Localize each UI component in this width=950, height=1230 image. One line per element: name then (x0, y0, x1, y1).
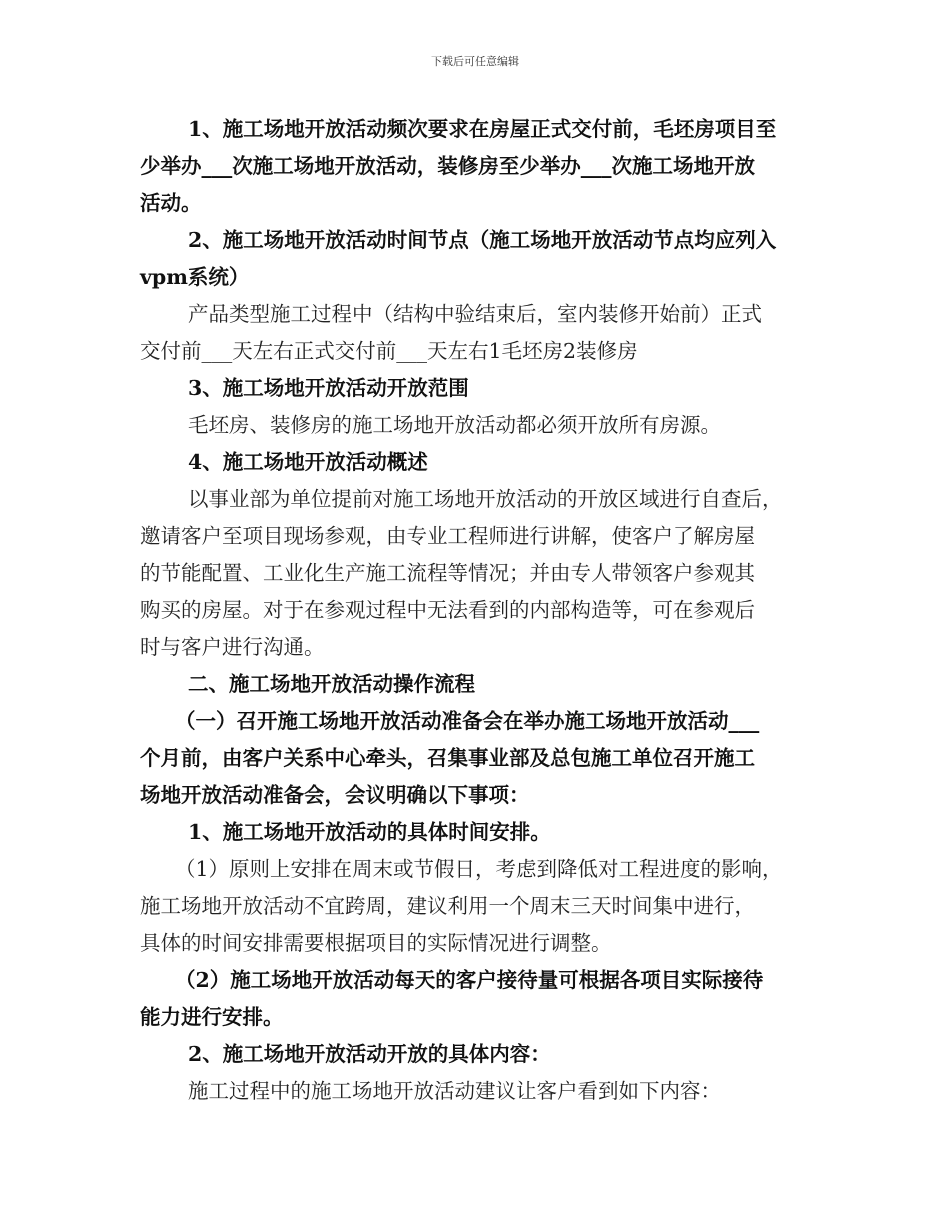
subsection-1-line-2: 个月前，由客户关系中心牵头，召集事业部及总包施工单位召开施工 (140, 746, 755, 770)
schedule-heading: 1、施工场地开放活动的具体时间安排。 (188, 820, 551, 844)
scope-body-line: 毛坯房、装修房的施工场地开放活动都必须开放所有房源。 (188, 413, 721, 437)
section-2-heading: 二、施工场地开放活动操作流程 (188, 672, 475, 696)
subsection-1-line-1: （一）召开施工场地开放活动准备会在举办施工场地开放活动___ (175, 709, 760, 733)
overview-body-line-5: 时与客户进行沟通。 (140, 635, 325, 659)
item-1-frequency-line-2: 少举办___次施工场地开放活动，装修房至少举办___次施工场地开放 (140, 154, 755, 178)
schedule-body-line-2: 施工场地开放活动不宜跨周，建议利用一个周末三天时间集中进行， (140, 894, 755, 918)
item-2-timing-line-2: vpm系统） (140, 265, 250, 289)
overview-body-line-3: 的节能配置、工业化生产施工流程等情况；并由专人带领客户参观其 (140, 561, 755, 585)
timing-body-line-1: 产品类型施工过程中（结构中验结束后，室内装修开始前）正式 (188, 302, 762, 326)
subsection-1-line-3: 场地开放活动准备会，会议明确以下事项： (140, 783, 530, 807)
page-header: 下载后可任意编辑 (431, 55, 519, 68)
schedule-body-line-3: 具体的时间安排需要根据项目的实际情况进行调整。 (140, 931, 612, 955)
content-body-line: 施工过程中的施工场地开放活动建议让客户看到如下内容： (188, 1079, 721, 1103)
item-3-scope-heading: 3、施工场地开放活动开放范围 (188, 376, 469, 400)
schedule-body-line-1: （1）原则上安排在周末或节假日，考虑到降低对工程进度的影响， (175, 857, 783, 881)
overview-body-line-4: 购买的房屋。对于在参观过程中无法看到的内部构造等，可在参观后 (140, 598, 755, 622)
timing-body-line-2: 交付前___天左右正式交付前___天左右1毛坯房2装修房 (140, 339, 638, 363)
overview-body-line-2: 邀请客户至项目现场参观，由专业工程师进行讲解，使客户了解房屋 (140, 524, 755, 548)
item-1-frequency-line-1: 1、施工场地开放活动频次要求在房屋正式交付前，毛坯房项目至 (188, 117, 777, 141)
overview-body-line-1: 以事业部为单位提前对施工场地开放活动的开放区域进行自查后， (188, 487, 783, 511)
item-2-timing-line-1: 2、施工场地开放活动时间节点（施工场地开放活动节点均应列入 (188, 228, 777, 252)
content-heading: 2、施工场地开放活动开放的具体内容： (188, 1042, 551, 1066)
item-1-frequency-line-3: 活动。 (140, 191, 202, 215)
reception-line-1: （2）施工场地开放活动每天的客户接待量可根据各项目实际接待 (175, 968, 764, 992)
item-4-overview-heading: 4、施工场地开放活动概述 (188, 450, 428, 474)
reception-line-2: 能力进行安排。 (140, 1005, 284, 1029)
